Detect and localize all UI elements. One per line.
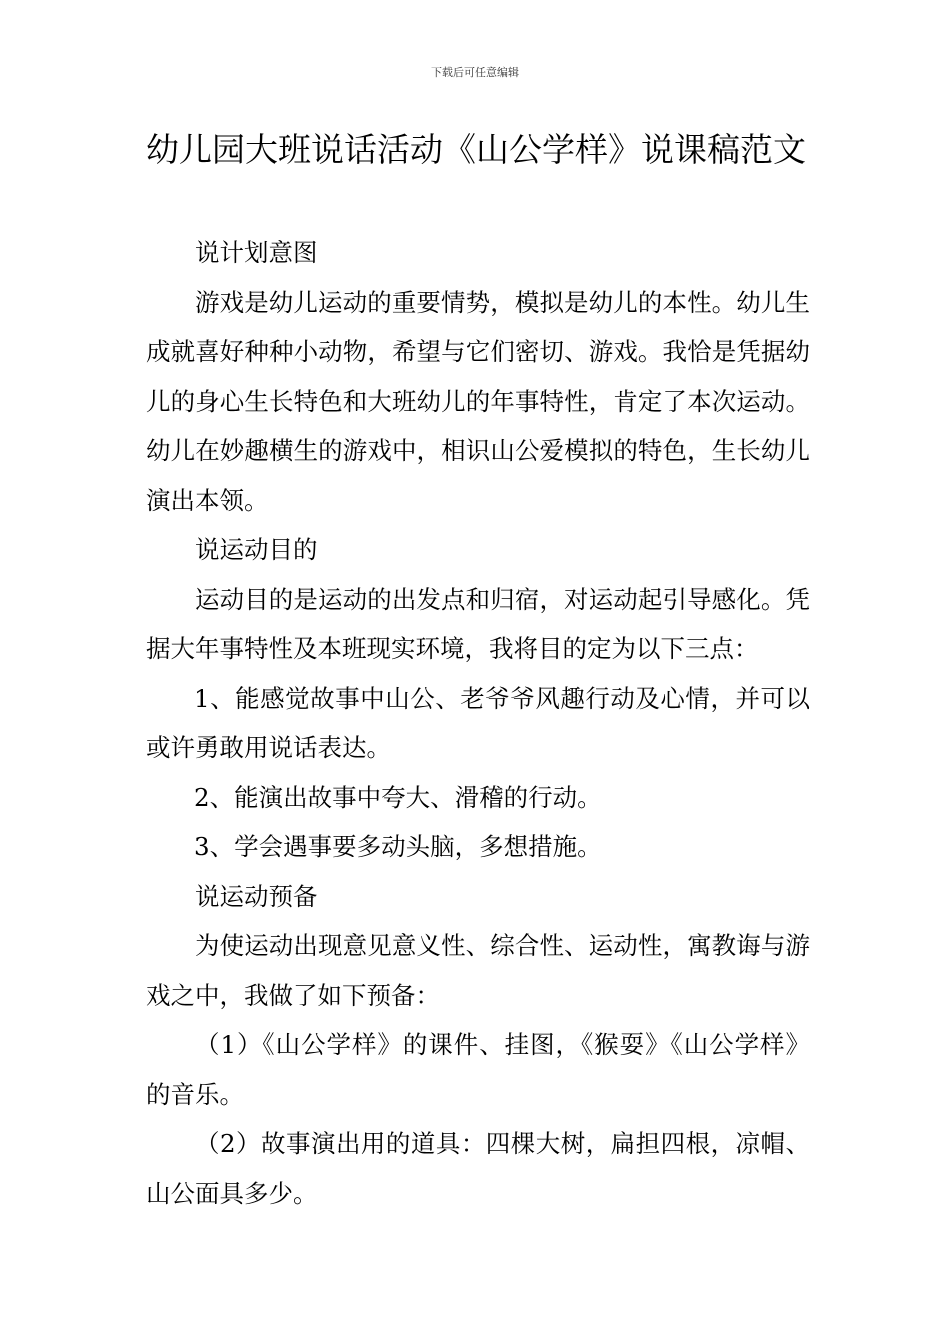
document-body	[146, 228, 810, 1218]
preparation-item-1: （1）《山公学样》的课件、挂图，《猴耍》《山公学样》的音乐。	[146, 1030, 810, 1109]
goal-item-1: 1、能感觉故事中山公、老爷爷风趣行动及心情，并可以或许勇敢用说话表达。	[146, 683, 810, 762]
goal-item-2: 2、能演出故事中夸大、滑稽的行动。	[194, 782, 602, 812]
preparation-item-2: （2）故事演出用的道具：四棵大树，扁担四根，凉帽、山公面具多少。	[146, 1129, 810, 1208]
paragraph-design-intent: 游戏是幼儿运动的重要情势，模拟是幼儿的本性。幼儿生成就喜好种种小动物，希望与它们密切、游戏。我恰是凭据幼儿的身心生长特色和大班幼儿的年事特性，肯定了本次运动。幼儿在妙趣横生的游戏中，相识山公爱模拟的特色，生长幼儿演出本领。	[146, 287, 810, 515]
header-note: 下载后可任意编辑	[431, 66, 519, 79]
paragraph-preparation: 为使运动出现意见意义性、综合性、运动性，寓教诲与游戏之中，我做了如下预备：	[146, 931, 810, 1010]
section-heading-activity-goals: 说运动目的	[195, 535, 318, 564]
paragraph-activity-goals: 运动目的是运动的出发点和归宿，对运动起引导感化。凭据大年事特性及本班现实环境，我将目的定为以下三点：	[146, 584, 810, 663]
section-heading-preparation: 说运动预备	[195, 881, 318, 911]
goal-item-3: 3、学会遇事要多动头脑，多想措施。	[194, 832, 602, 861]
document-title: 幼儿园大班说话活动《山公学样》说课稿范文	[146, 130, 806, 169]
section-heading-design-intent: 说计划意图	[195, 238, 318, 267]
